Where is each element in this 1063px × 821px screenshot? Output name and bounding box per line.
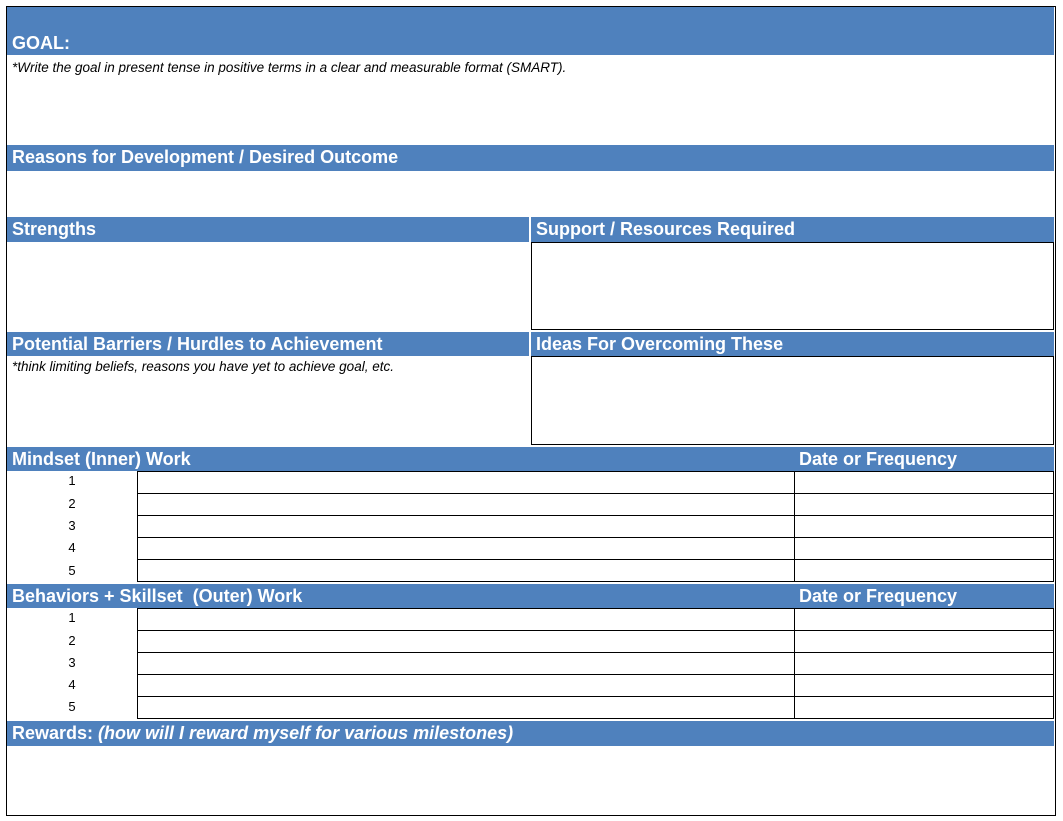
mindset-row-number: 5	[68, 563, 76, 578]
goal-worksheet	[6, 6, 1056, 816]
barriers-header	[7, 332, 529, 356]
ideas-input-area[interactable]	[531, 356, 1054, 445]
barriers-note: *think limiting beliefs, reasons you have yet to achieve goal, etc.	[12, 359, 394, 374]
mindset-row-number: 3	[68, 518, 76, 533]
goal-note: *Write the goal in present tense in positive terms in a clear and measurable format (SMART).	[12, 60, 567, 75]
mindset-work-field[interactable]	[137, 471, 796, 494]
behaviors-row-number: 4	[68, 677, 76, 692]
behaviors-work-field[interactable]	[137, 696, 796, 719]
goal-header	[7, 7, 1054, 55]
goal-input-area[interactable]	[7, 79, 1054, 143]
behaviors-row-number: 2	[68, 633, 76, 648]
behaviors-work-field[interactable]	[137, 608, 796, 631]
behaviors-date-field[interactable]	[794, 674, 1054, 697]
mindset-date-label: Date or Frequency	[799, 449, 958, 469]
reasons-label: Reasons for Development / Desired Outcome	[12, 147, 399, 167]
ideas-header	[531, 332, 1054, 356]
mindset-date-field[interactable]	[794, 471, 1054, 494]
barriers-label: Potential Barriers / Hurdles to Achievement	[12, 334, 383, 354]
mindset-date-field[interactable]	[794, 493, 1054, 516]
rewards-sub-label: (how will I reward myself for various milestones)	[98, 723, 514, 743]
behaviors-label: Behaviors + Skillset (Outer) Work	[12, 586, 303, 606]
behaviors-work-field[interactable]	[137, 630, 796, 653]
reasons-input-area[interactable]	[7, 171, 1054, 215]
strengths-header	[7, 217, 529, 242]
behaviors-date-header	[794, 584, 1054, 608]
mindset-date-field[interactable]	[794, 515, 1054, 538]
mindset-row-number: 4	[68, 540, 76, 555]
support-input-area[interactable]	[531, 242, 1054, 330]
support-label: Support / Resources Required	[536, 219, 796, 239]
strengths-label: Strengths	[12, 219, 97, 239]
rewards-label: Rewards:	[12, 723, 94, 743]
support-header	[531, 217, 1054, 242]
behaviors-work-field[interactable]	[137, 674, 796, 697]
goal-label: GOAL:	[12, 33, 70, 53]
mindset-row-number: 2	[68, 496, 76, 511]
mindset-date-field[interactable]	[794, 559, 1054, 582]
mindset-work-field[interactable]	[137, 537, 796, 560]
behaviors-date-field[interactable]	[794, 696, 1054, 719]
rewards-input-area[interactable]	[7, 746, 1054, 814]
behaviors-date-field[interactable]	[794, 652, 1054, 675]
behaviors-row-number: 1	[68, 610, 76, 625]
behaviors-date-field[interactable]	[794, 630, 1054, 653]
mindset-date-header	[794, 447, 1054, 471]
behaviors-row-number: 5	[68, 699, 76, 714]
behaviors-work-field[interactable]	[137, 652, 796, 675]
mindset-work-field[interactable]	[137, 493, 796, 516]
rewards-header	[7, 721, 1054, 746]
reasons-header	[7, 145, 1054, 171]
mindset-work-field[interactable]	[137, 559, 796, 582]
strengths-input-area[interactable]	[7, 242, 531, 330]
behaviors-date-label: Date or Frequency	[799, 586, 958, 606]
mindset-date-field[interactable]	[794, 537, 1054, 560]
mindset-work-field[interactable]	[137, 515, 796, 538]
ideas-label: Ideas For Overcoming These	[536, 334, 784, 354]
behaviors-date-field[interactable]	[794, 608, 1054, 631]
behaviors-row-number: 3	[68, 655, 76, 670]
mindset-label: Mindset (Inner) Work	[12, 449, 191, 469]
mindset-row-number: 1	[68, 473, 76, 488]
